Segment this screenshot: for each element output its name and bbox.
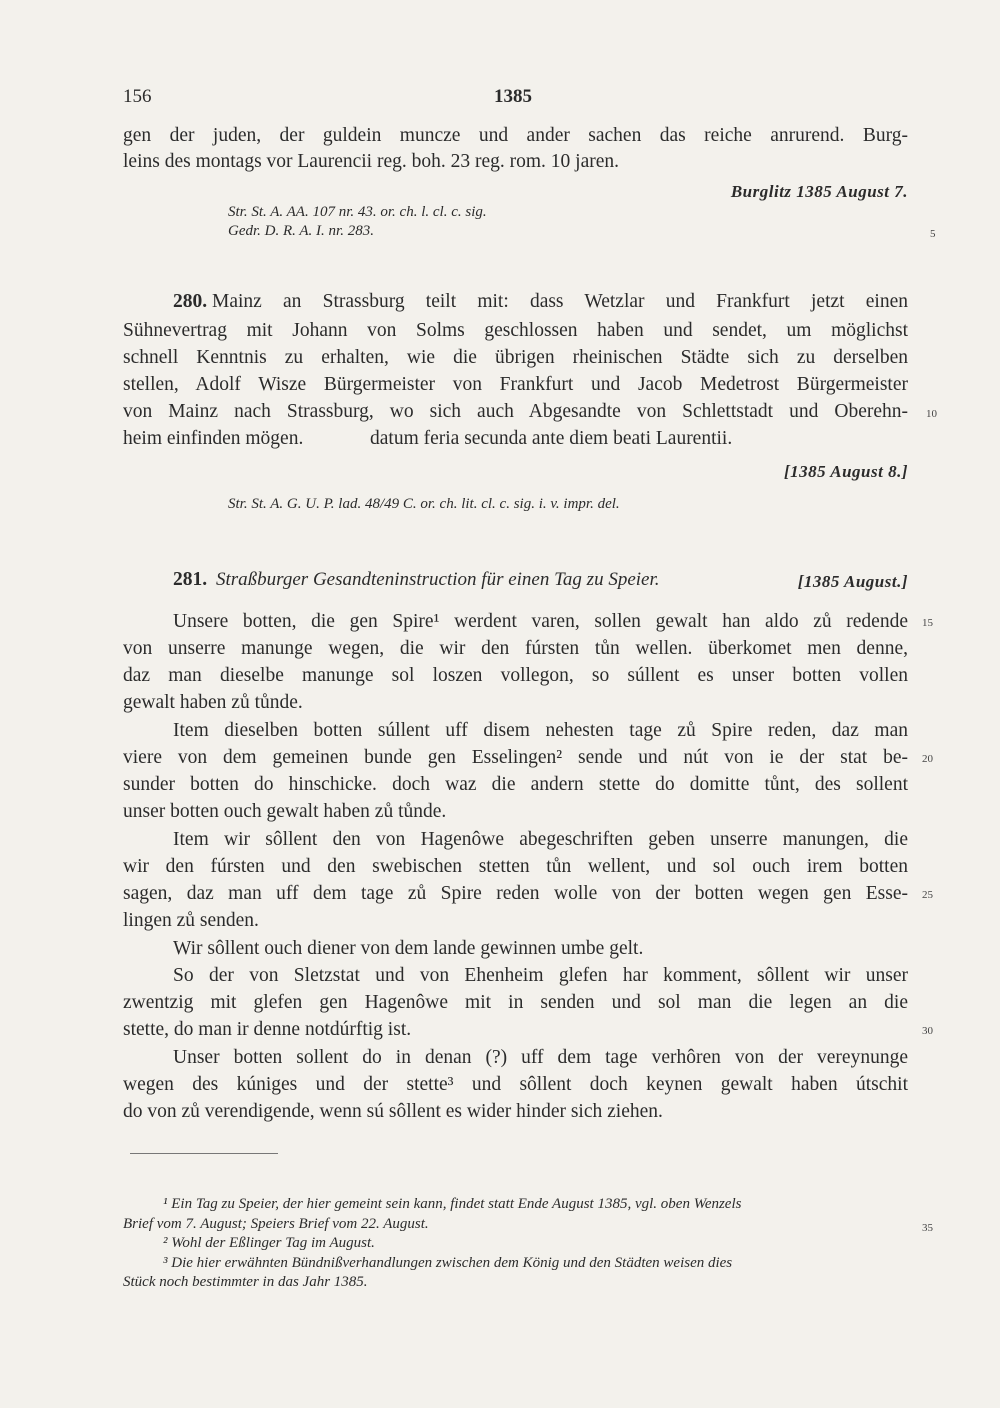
entry-date: [1385 August.] [797,572,908,591]
paragraph-line: wegen des kúniges und der stette³ und sôllent doch keynen gewalt haben útschit [123,1074,908,1095]
opening-line: leins des montags vor Laurencii reg. boh. 23 reg. rom. 10 jaren. [123,151,620,172]
entry-text-line: stellen, Adolf Wisze Bürgermeister von Frankfurt und Jacob Medetrost Bürgermeister [123,374,908,395]
entry-title: Straßburger Gesandteninstruction für einen Tag zu Speier. [216,569,660,590]
paragraph-line: unser botten ouch gewalt haben zů tůnde. [123,801,447,822]
paragraph-line: zwentzig mit glefen gen Hagenôwe mit in senden und sol man die legen an die [123,992,908,1013]
running-year: 1385 [494,86,532,107]
footnote-line: Stück noch bestimmter in das Jahr 1385. [123,1274,368,1290]
paragraph-line: stette, do man ir denne notdúrftig ist. [123,1019,412,1040]
margin-line-number: 15 [922,617,933,629]
paragraph-line: So der von Sletzstat und von Ehenheim glefen har komment, sôllent wir unser [173,965,908,986]
paragraph-line: von unserre manunge wegen, die wir den fúrsten tůn wellen. überkomet men denne, [123,638,908,659]
margin-line-number: 20 [922,753,933,765]
margin-line-number: 25 [922,889,933,901]
opening-date-place: Burglitz 1385 August 7. [730,182,908,201]
paragraph-line: Item dieselben botten súllent uff disem nehesten tage zů Spire reden, daz man [173,720,908,741]
footnote-separator [130,1153,278,1154]
paragraph-line: sagen, daz man uff dem tage zů Spire reden wolle von der botten wegen gen Esse- [123,883,908,904]
paragraph-line: Unsere botten, die gen Spire¹ werdent varen, sollen gewalt han aldo zů redende [173,611,908,632]
entry-text-line: Sühnevertrag mit Johann von Solms geschlossen haben und sendet, um möglichst [123,320,908,341]
margin-line-number: 10 [926,408,937,420]
paragraph-line: Wir sôllent ouch diener von dem lande gewinnen umbe gelt. [173,938,644,959]
entry-text-line: heim einfinden mögen. [123,428,304,449]
entry-number: 280. [173,291,208,312]
margin-line-number: 5 [930,228,936,240]
paragraph-line: wir den fúrsten und den swebischen stetten tůn wellent, und sol ouch irem botten [123,856,908,877]
source-citation: Gedr. D. R. A. I. nr. 283. [228,223,374,239]
entry-text-line: von Mainz nach Strassburg, wo sich auch Abgesandte von Schlettstadt und Oberehn- [123,401,908,422]
opening-line: gen der juden, der guldein muncze und ander sachen das reiche anrurend. Burg- [123,125,908,146]
entry-number: 281. [173,569,208,590]
source-citation: Str. St. A. AA. 107 nr. 43. or. ch. l. cl. c. sig. [228,204,487,220]
paragraph-line: lingen zů senden. [123,910,259,931]
footnote-line: ² Wohl der Eßlinger Tag im August. [163,1235,375,1251]
paragraph-line: do von zů verendigende, wenn sú sôllent es wider hinder sich ziehen. [123,1101,663,1122]
entry-text-line: Mainz an Strassburg teilt mit: dass Wetzlar und Frankfurt jetzt einen [212,291,908,312]
paragraph-line: Item wir sôllent den von Hagenôwe abegeschriften geben unserre manungen, die [173,829,908,850]
margin-line-number: 30 [922,1025,933,1037]
datum-line: datum feria secunda ante diem beati Laurentii. [370,428,733,449]
footnote-line: Brief vom 7. August; Speiers Brief vom 22. August. [123,1216,429,1232]
footnote-line: ¹ Ein Tag zu Speier, der hier gemeint sein kann, findet statt Ende August 1385, vgl. oben Wenzels [163,1196,742,1212]
entry-text-line: schnell Kenntnis zu erhalten, wie die übrigen rheinischen Städte sich zu derselben [123,347,908,368]
entry-date: [1385 August 8.] [783,462,908,481]
paragraph-line: Unser botten sollent do in denan (?) uff dem tage verhôren von der vereynunge [173,1047,908,1068]
paragraph-line: gewalt haben zů tůnde. [123,692,303,713]
footnote-line: ³ Die hier erwähnten Bündnißverhandlungen zwischen dem König und den Städten weisen dies [163,1255,733,1271]
paragraph-line: daz man dieselbe manunge sol loszen vollegon, so súllent es unser botten vollen [123,665,908,686]
margin-line-number: 35 [922,1222,933,1234]
paragraph-line: viere von dem gemeinen bunde gen Esselingen² sende und nút von ie der stat be- [123,747,908,768]
paragraph-line: sunder botten do hinschicke. doch waz die andern stette do domitte tůnt, des sollent [123,774,908,795]
page-number: 156 [123,86,152,107]
source-citation: Str. St. A. G. U. P. lad. 48/49 C. or. ch. lit. cl. c. sig. i. v. impr. del. [228,496,620,512]
